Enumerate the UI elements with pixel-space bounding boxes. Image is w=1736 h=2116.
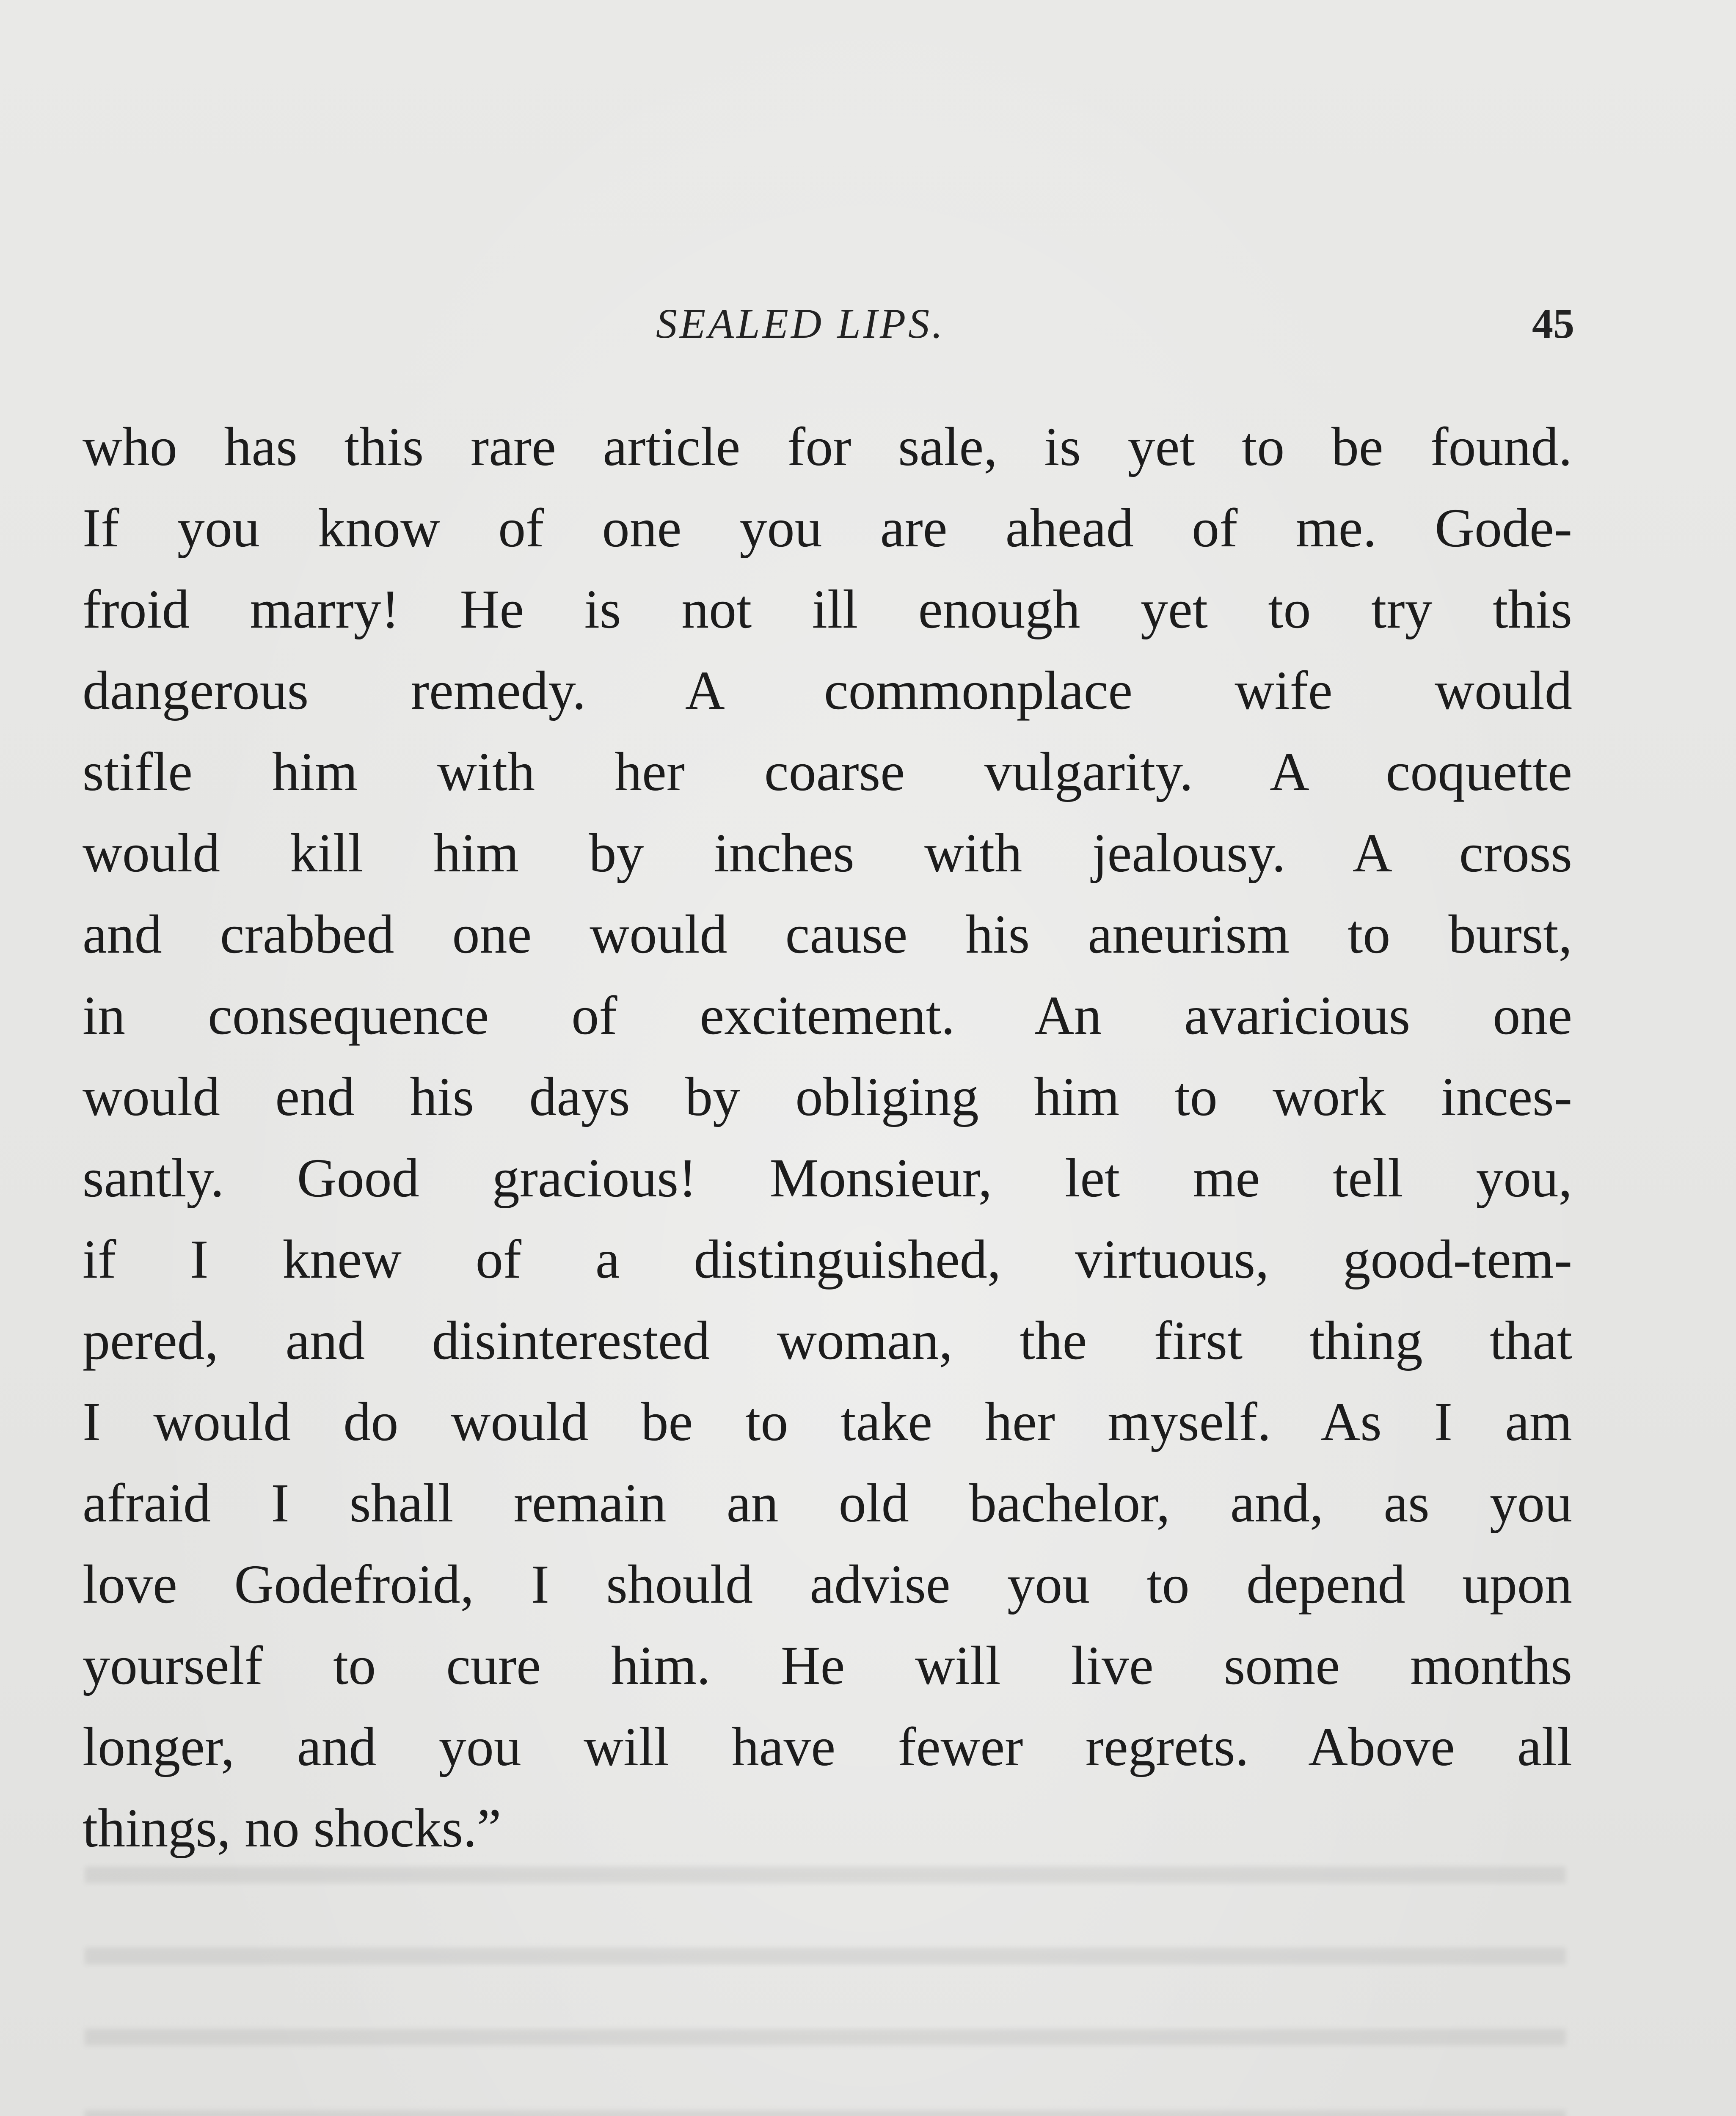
text-line: santly. Good gracious! Monsieur, let me tell you, [83,1148,1572,1209]
page-number: 45 [1532,300,1574,347]
text-line: froid marry! He is not ill enough yet to try this [83,579,1572,640]
text-line: love Godefroid, I should advise you to depend upon [83,1554,1572,1615]
text-line: would end his days by obliging him to work inces- [83,1066,1572,1127]
text-line: longer, and you will have fewer regrets. Above all [83,1716,1572,1777]
text-line: pered, and disinterested woman, the first thing that [83,1310,1572,1371]
text-line-last: things, no shocks.” [83,1798,502,1859]
text-line: who has this rare article for sale, is yet to be found. [83,416,1572,477]
text-line: stifle him with her coarse vulgarity. A coquette [83,741,1572,802]
text-line: I would do would be to take her myself. As I am [83,1391,1572,1452]
running-title: SEALED LIPS. [656,300,945,347]
body-text [83,406,1572,1869]
text-line: and crabbed one would cause his aneurism to burst, [83,904,1572,965]
text-line: would kill him by inches with jealousy. A cross [83,823,1572,884]
text-line: yourself to cure him. He will live some months [83,1635,1572,1696]
running-head [0,298,1736,349]
text-line: afraid I shall remain an old bachelor, and, as you [83,1473,1572,1534]
text-line: if I knew of a distinguished, virtuous, good-tem- [83,1229,1572,1290]
text-line: If you know of one you are ahead of me. Gode- [83,498,1572,559]
text-line: dangerous remedy. A commonplace wife would [83,660,1572,721]
text-line: in consequence of excitement. An avaricious one [83,985,1572,1046]
